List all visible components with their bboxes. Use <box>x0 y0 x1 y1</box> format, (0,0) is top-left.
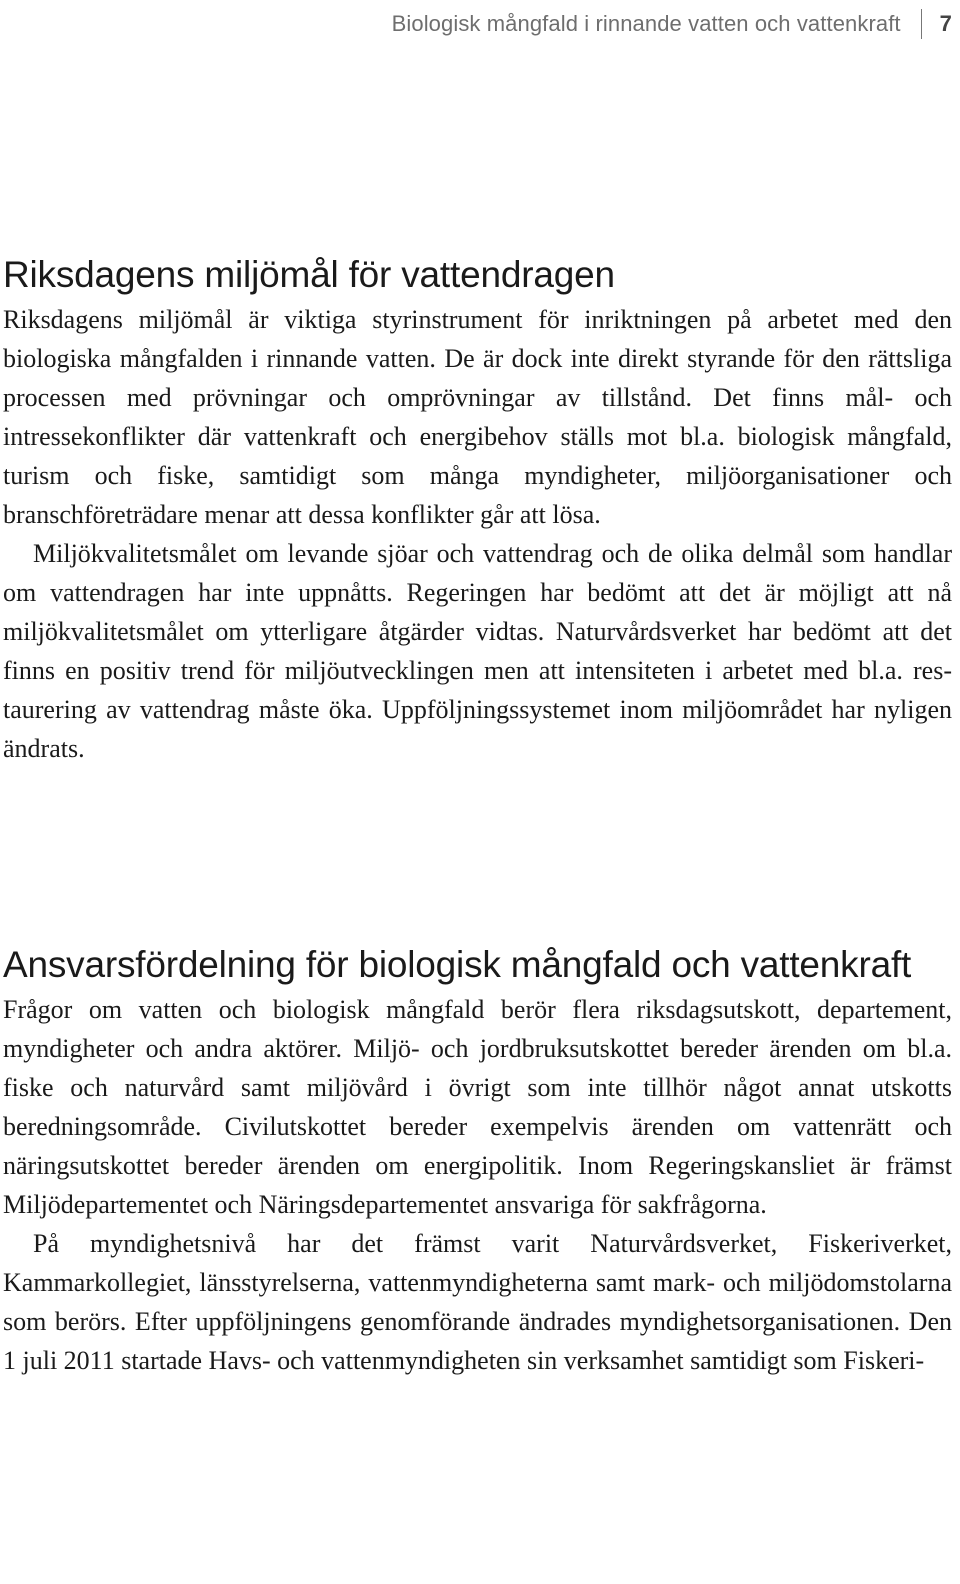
section-riksdagens-miljomal <box>3 250 952 768</box>
section-ansvarsfordelning <box>3 940 952 1380</box>
page-number: 7 <box>939 11 952 36</box>
header-divider <box>921 9 922 39</box>
running-title: Biologisk mångfald i rinnande vatten och vattenkraft <box>391 11 901 36</box>
section-heading: Riksdagens miljömål för vattendragen <box>3 254 615 295</box>
body-paragraph: Frågor om vatten och biologisk mångfald berör flera riksdagsutskott, departement, myndigheter och andra aktörer. Miljö- och jordbruksutskottet bereder ärenden om bl.a. fiske och naturvård samt miljövård i övrigt som inte tillhör något annat utskotts beredningsområde. Civilutskottet bereder exempelvis ärenden om vattenrätt och näringsutskottet bereder ärenden om energipolitik. Inom Regeringskansliet är främst Miljödepartementet och Näringsdepartementet ansvariga för sakfrågorna. <box>3 995 952 1219</box>
section-heading: Ansvarsfördelning för biologisk mångfald och vattenkraft <box>3 944 912 985</box>
body-paragraph: Riksdagens miljömål är viktiga styrinstrument för inriktningen på arbetet med den biologiska mångfalden i rinnande vatten. De är dock inte direkt styrande för den rättsliga processen med prövningar och omprövningar av tillstånd. Det finns mål- och intressekonflikter där vattenkraft och energibehov ställs mot bl.a. biologisk mångfald, turism och fiske, samtidigt som många myndigheter, miljöorganisationer och branschföreträdare menar att dessa konflikter går att lösa. <box>3 305 952 529</box>
body-paragraph: På myndighetsnivå har det främst varit Naturvårdsverket, Fiskeriverket, Kammarkollegiet, länsstyrelserna, vattenmyndigheterna samt mark- och miljödomstolarna som berörs. Efter uppföljningens genomförande ändrades myndighetsorganisationen. Den 1 juli 2011 startade Havs- och vattenmyndigheten sin verksamhet samtidigt som Fiskeri- <box>3 1229 952 1375</box>
body-paragraph: Miljökvalitetsmålet om levande sjöar och vattendrag och de olika delmål som handlar om vattendragen har inte uppnåtts. Regeringen har bedömt att det är möjligt att nå miljökvalitetsmålet om ytterligare åtgärder vidtas. Naturvårdsverket har bedömt att det finns en positiv trend för miljöutvecklingen men att intensiteten i arbetet med bl.a. restaurering av vattendrag måste öka. Uppföljningssystemet inom miljöområdet har nyligen ändrats. <box>3 539 952 763</box>
running-header <box>392 4 952 44</box>
